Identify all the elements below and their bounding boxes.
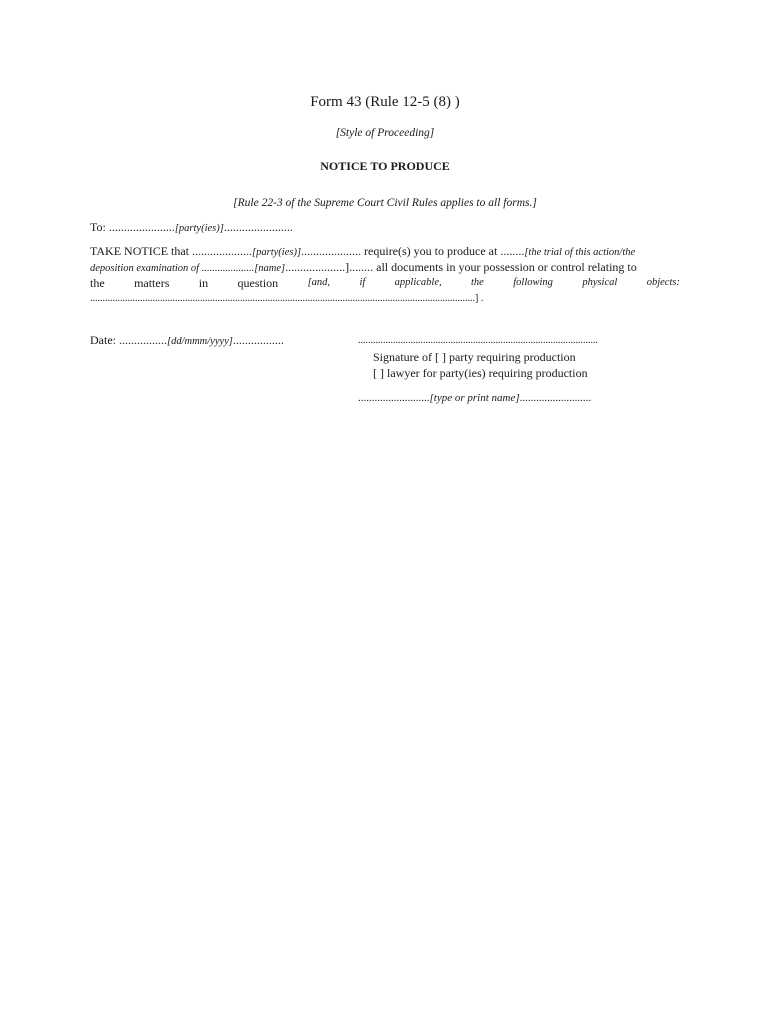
notice-body — [90, 243, 680, 307]
name-placeholder: [type or print name] — [429, 392, 520, 404]
notice-l2-a: deposition examination of .................... — [90, 263, 255, 274]
signature-dots: ................................................................................................ — [358, 335, 598, 346]
notice-l1-b: [party(ies)] — [252, 247, 302, 258]
notice-line-2 — [90, 259, 680, 275]
notice-l3-word: the — [471, 277, 484, 288]
notice-l2-c: ....................]........ all documents in your possession or control relating to — [285, 260, 637, 274]
to-party-placeholder: [party(ies)] — [174, 223, 224, 234]
notice-line-4 — [90, 291, 680, 307]
notice-l1-c: .................... require(s) you to produce at ........ — [301, 244, 525, 258]
form-title: Form 43 (Rule 12-5 (8) ) — [310, 94, 460, 110]
notice-line-1 — [90, 243, 680, 259]
notice-line-3 — [90, 275, 680, 291]
signature-party-line: Signature of [ ] party requiring production — [373, 350, 576, 364]
date-suffix: ................. — [232, 333, 284, 347]
notice-l3-word: physical — [582, 277, 618, 288]
to-prefix: To: ...................... — [90, 220, 175, 234]
date-line — [90, 333, 284, 348]
notice-l4: ..........................................................................................................................................................] . — [90, 293, 484, 304]
print-name-line — [358, 392, 591, 404]
notice-heading: NOTICE TO PRODUCE — [320, 159, 450, 173]
notice-l3-word: if — [359, 277, 366, 288]
notice-l3-word: matters — [134, 276, 170, 290]
rule-note: [Rule 22-3 of the Supreme Court Civil Rules applies to all forms.] — [233, 197, 537, 209]
to-line — [90, 220, 293, 235]
style-of-proceeding: [Style of Proceeding] — [335, 127, 435, 139]
signature-block — [358, 333, 598, 381]
name-prefix: .......................... — [358, 392, 430, 404]
date-prefix: Date: ................ — [90, 333, 167, 347]
notice-l3-word: in — [198, 276, 209, 290]
notice-l3-word: applicable, — [394, 277, 442, 288]
signature-lawyer-line: [ ] lawyer for party(ies) requiring production — [373, 366, 588, 380]
notice-l2-b: [name] — [254, 263, 286, 274]
notice-l1-a: TAKE NOTICE that .................... — [90, 244, 253, 258]
notice-l3-word: following — [513, 277, 553, 288]
notice-l3-word: objects: — [646, 277, 680, 288]
date-placeholder: [dd/mmm/yyyy] — [167, 336, 233, 347]
name-suffix: .......................... — [519, 392, 592, 404]
notice-l3-word: [and, — [307, 277, 331, 288]
notice-l3-word: question — [237, 276, 279, 290]
notice-l1-d: [the trial of this action/the — [524, 247, 636, 258]
notice-l3-word: the — [90, 276, 105, 290]
to-suffix: ....................... — [223, 220, 293, 234]
